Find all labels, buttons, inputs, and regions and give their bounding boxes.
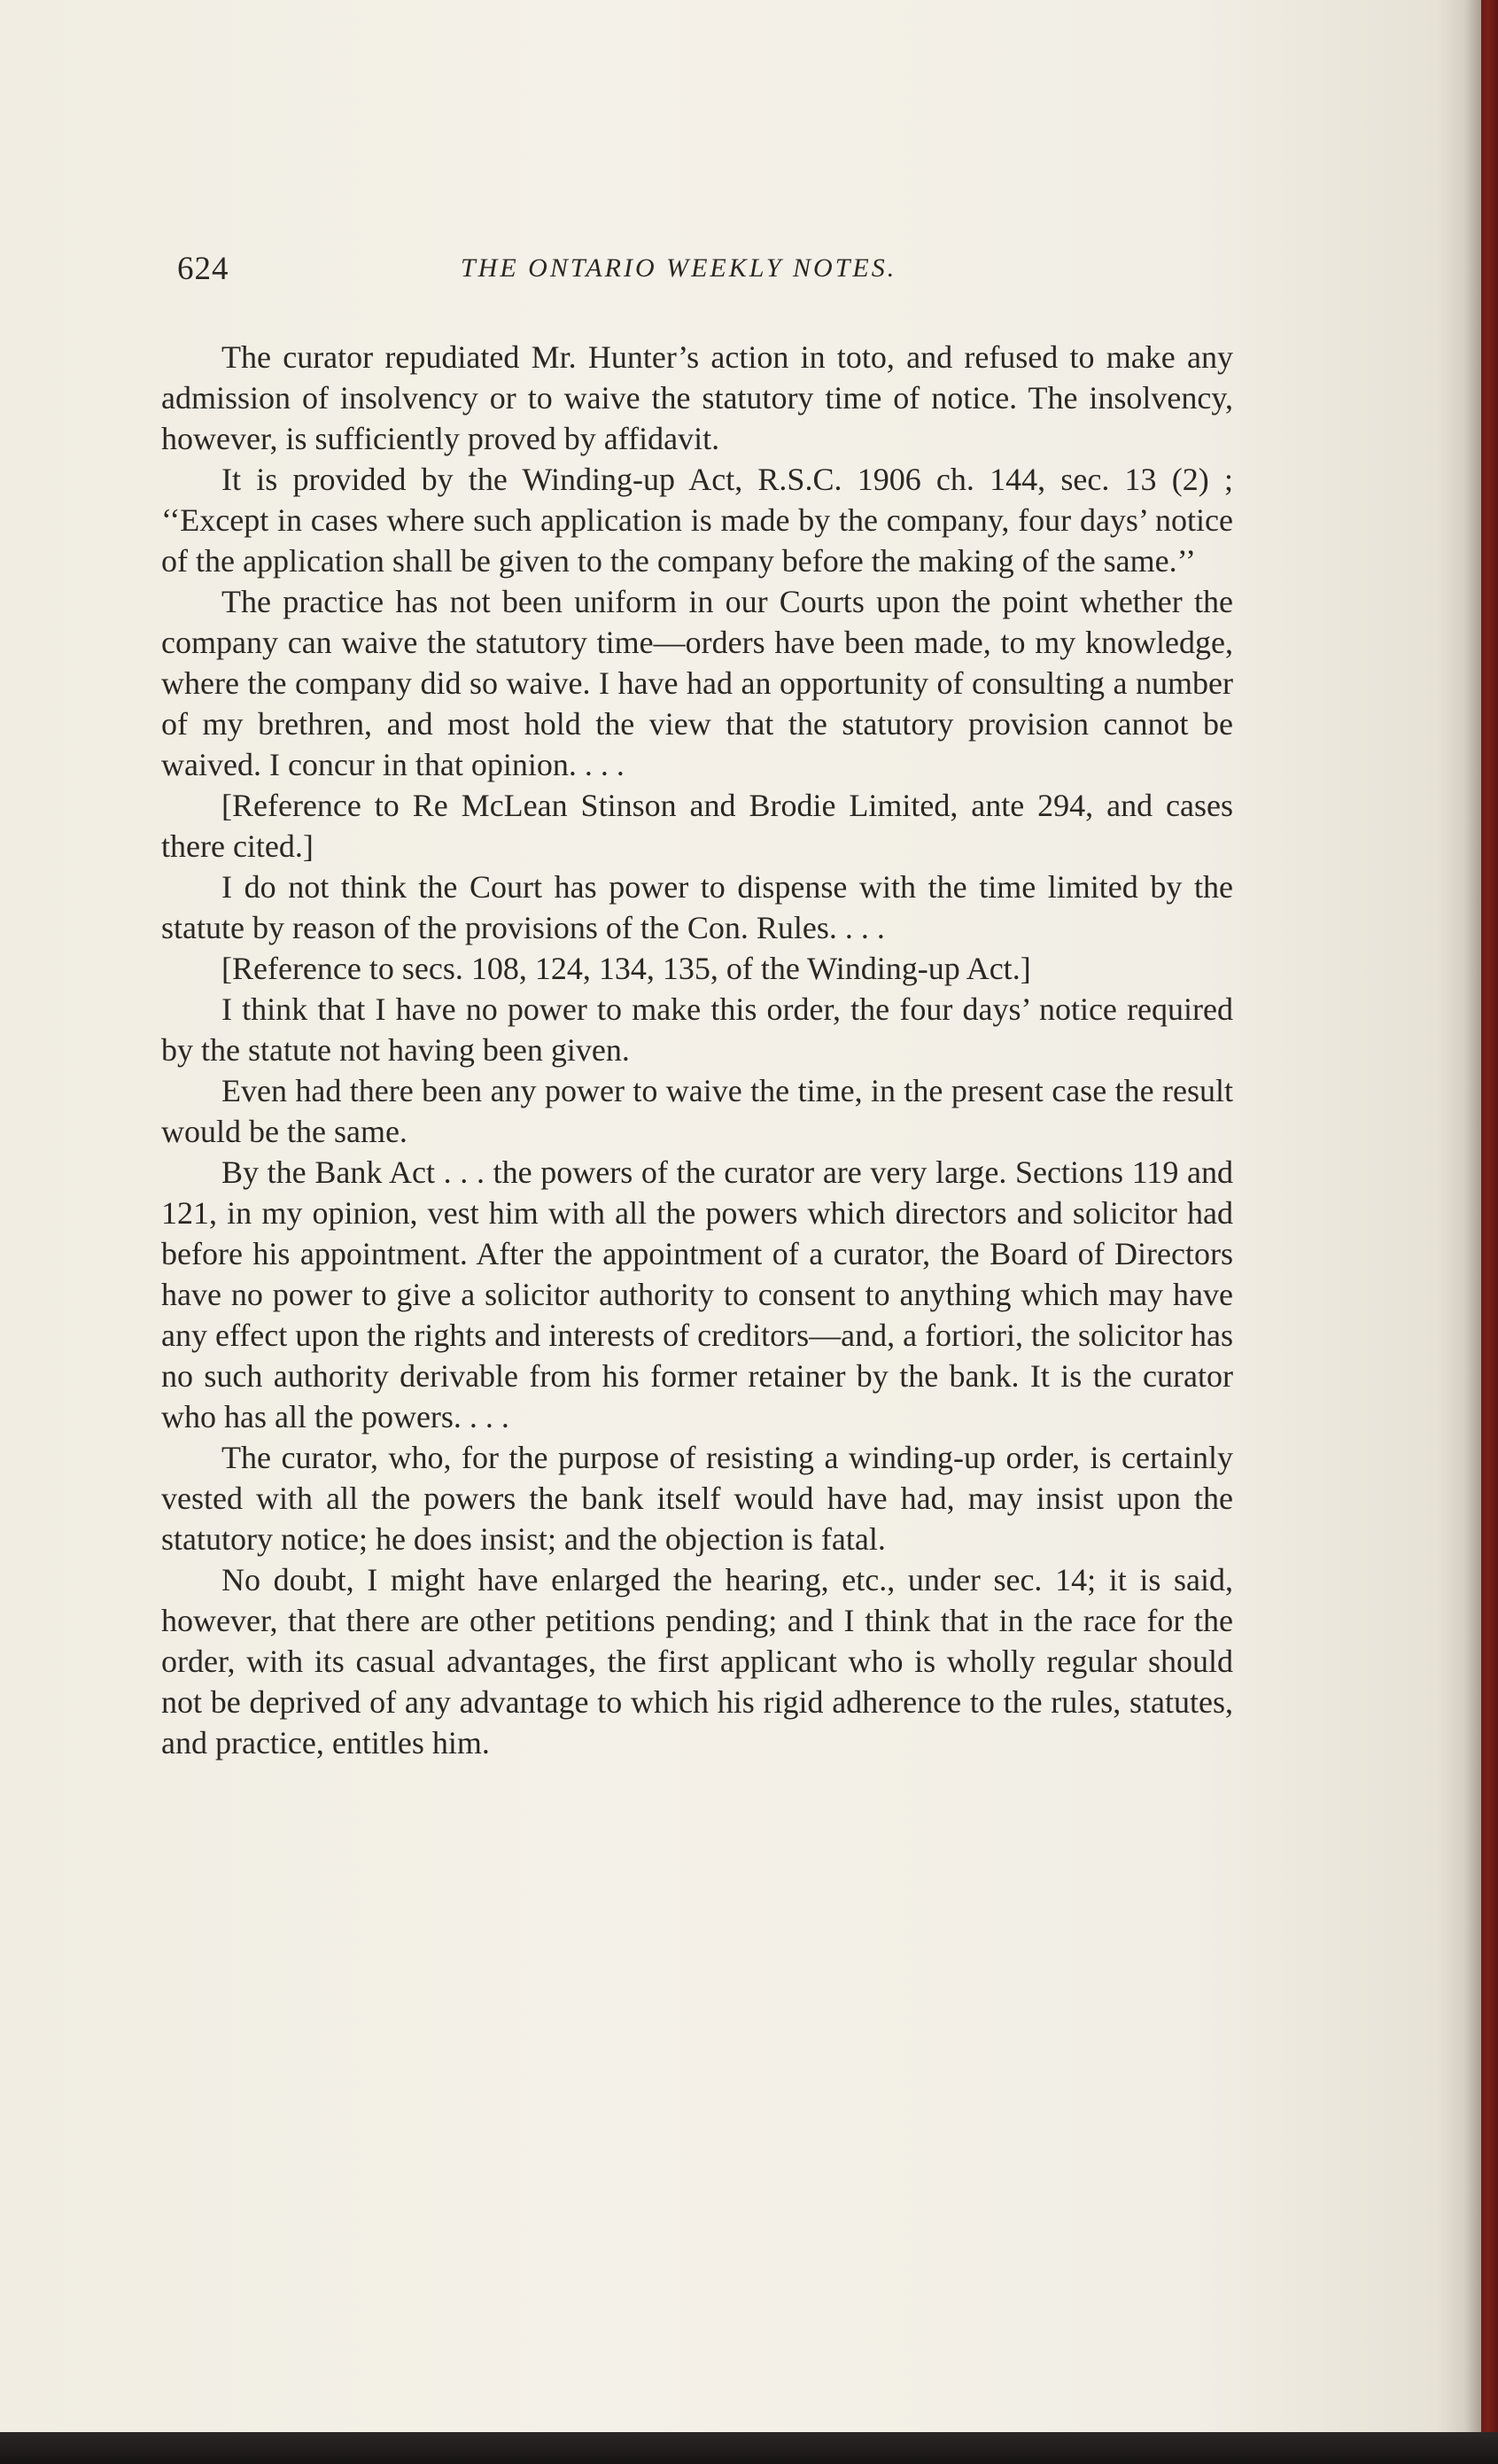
page-header bbox=[177, 250, 1249, 294]
page-bottom-edge bbox=[0, 2432, 1498, 2464]
paragraph: [Reference to secs. 108, 124, 134, 135, of the Winding-up Act.] bbox=[221, 951, 1031, 986]
body-text bbox=[161, 337, 1233, 1763]
paragraph: [Reference to Re McLean Stinson and Brodie Limited, ante 294, and cases there cited.] bbox=[161, 788, 1233, 864]
paragraph: No doubt, I might have enlarged the hearing, etc., under sec. 14; it is said, however, that there are other petitions pending; and I think that in the race for the order, with its casual advantages, the first applicant who is wholly regular should not be deprived of any advantage to which his rigid adherence to the rules, statutes, and practice, entitles him. bbox=[161, 1562, 1233, 1761]
paragraph: By the Bank Act . . . the powers of the curator are very large. Sections 119 and 121, in my opinion, vest him with all the powers which directors and solicitor had before his appointment. After the appointment of a curator, the Board of Directors have no power to give a solicitor authority to consent to anything which may have any effect upon the rights and interests of creditors—and, a fortiori, the solicitor has no such authority derivable from his former retainer by the bank. It is the curator who has all the powers. . . . bbox=[161, 1154, 1233, 1434]
book-binding-edge bbox=[1481, 0, 1498, 2464]
paragraph: It is provided by the Winding-up Act, R.S.C. 1906 ch. 144, sec. 13 (2) ; ‘‘Except in cases where such application is made by the company, four days’ notice of the application shall be given to the company before the making of the same.’’ bbox=[161, 462, 1233, 579]
page-number: 624 bbox=[177, 251, 229, 287]
paragraph: The curator, who, for the purpose of resisting a winding-up order, is certainly vested with all the powers the bank itself would have had, may insist upon the statutory notice; he does insist; and the objection is fatal. bbox=[161, 1440, 1233, 1557]
paragraph: Even had there been any power to waive the time, in the present case the result would be the same. bbox=[161, 1073, 1233, 1149]
paragraph: The curator repudiated Mr. Hunter’s action in toto, and refused to make any admission of insolvency or to waive the statutory time of notice. The insolvency, however, is sufficiently proved by affidavit. bbox=[161, 339, 1233, 456]
paragraph: I think that I have no power to make this order, the four days’ notice required by the statute not having been given. bbox=[161, 991, 1233, 1068]
paragraph: The practice has not been uniform in our Courts upon the point whether the company can waive the statutory time—orders have been made, to my knowledge, where the company did so waive. I have had an opportunity of consulting a number of my brethren, and most hold the view that the statutory provision cannot be waived. I concur in that opinion. . . . bbox=[161, 584, 1233, 782]
running-title: THE ONTARIO WEEKLY NOTES. bbox=[461, 253, 897, 283]
paragraph: I do not think the Court has power to dispense with the time limited by the statute by reason of the provisions of the Con. Rules. . . . bbox=[161, 869, 1233, 945]
